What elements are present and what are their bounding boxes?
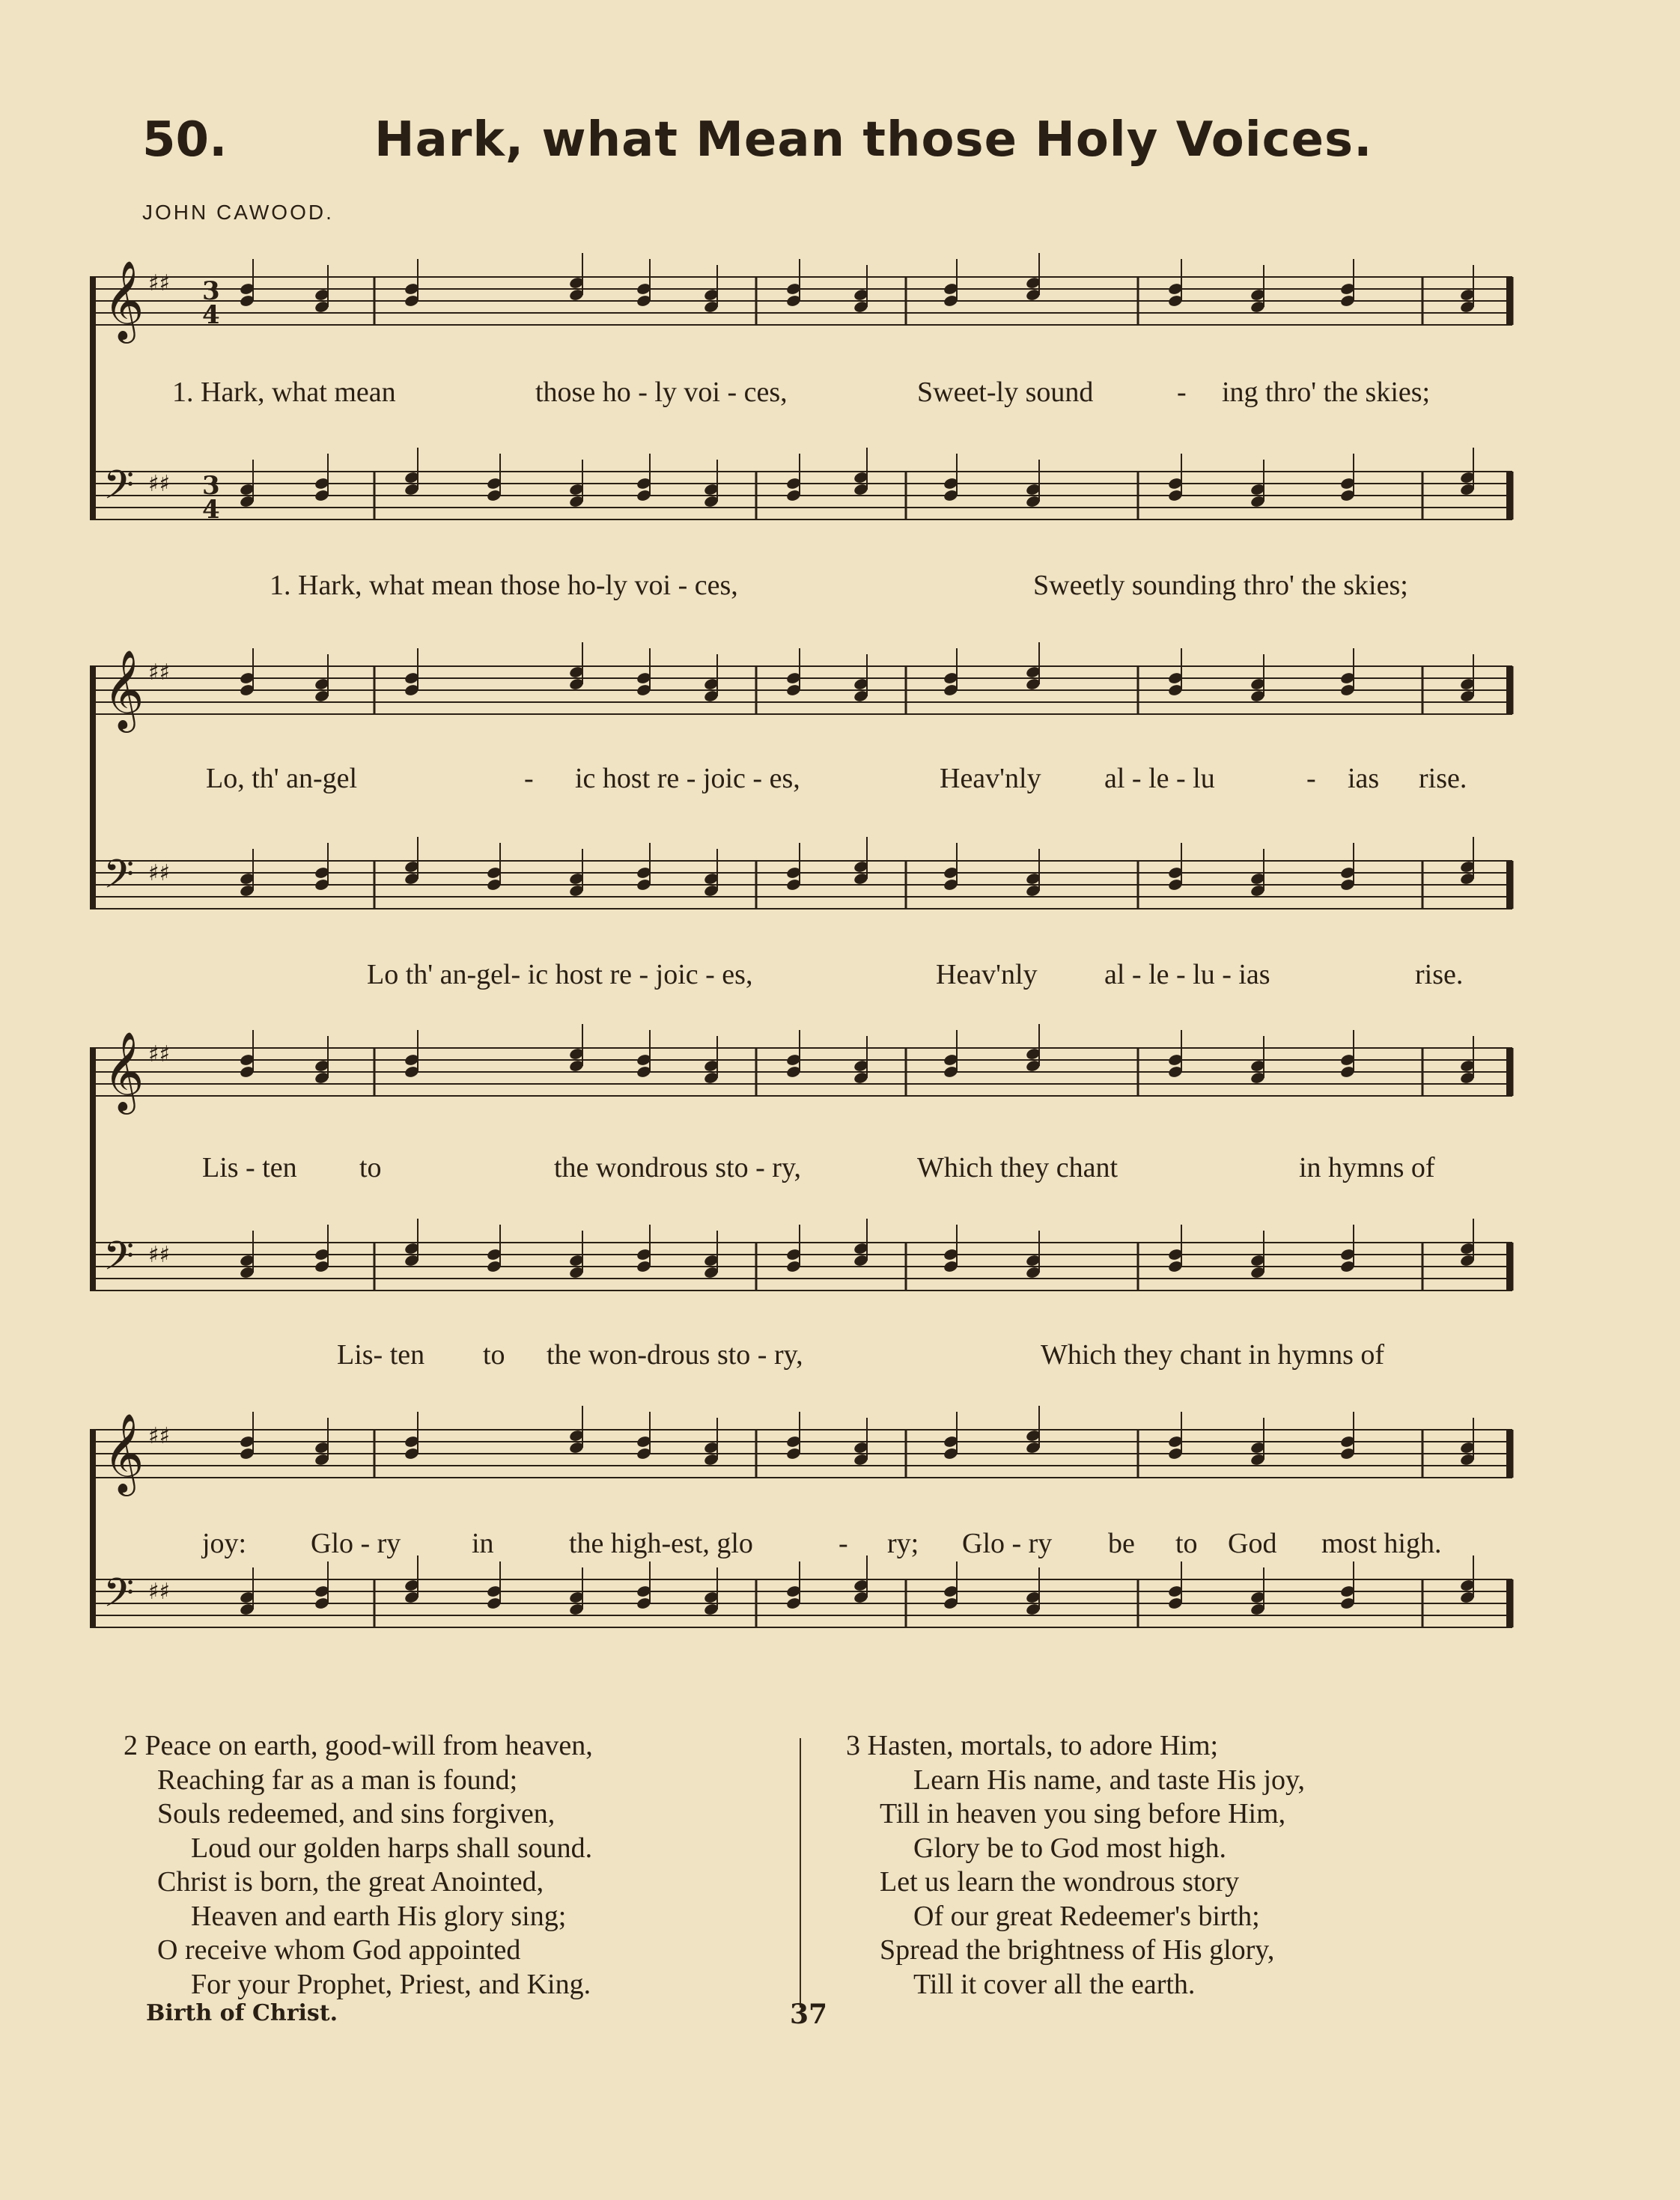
sharp-icon: ♯♯ <box>148 471 171 497</box>
sharp-icon: ♯♯ <box>148 1423 171 1449</box>
lyric-syllable: Which they chant <box>917 1152 1119 1183</box>
treble-staff <box>90 642 1512 714</box>
lyric-syllable: ic host re - joic - es, <box>575 763 800 794</box>
lyric-syllable: to <box>359 1152 382 1183</box>
lyric-syllable: Heav'nly <box>940 763 1041 794</box>
sharp-icon: ♯♯ <box>148 659 171 686</box>
verse-line: Learn His name, and taste His joy, <box>913 1764 1306 1796</box>
music-system-2 <box>90 636 1527 1018</box>
bass-staff <box>90 1555 1512 1627</box>
treble-staff <box>90 1406 1512 1478</box>
lyric-syllable: ry; <box>887 1528 919 1559</box>
sharp-icon: ♯♯ <box>148 1579 171 1605</box>
lyric-syllable: Glo - ry <box>311 1528 401 1559</box>
lyric-syllable: the high-est, glo <box>569 1528 753 1559</box>
lyric-syllable: 1. Hark, what mean <box>172 377 396 408</box>
verse-line: Glory be to God most high. <box>913 1832 1226 1864</box>
verse-3 <box>846 1729 1520 2002</box>
lyric-syllable: ias <box>1348 763 1380 794</box>
verse-line: For your Prophet, Priest, and King. <box>191 1968 591 2000</box>
treble-staff <box>90 253 1512 325</box>
lyric-syllable: in <box>472 1528 494 1559</box>
lyric-syllable: rise. <box>1419 763 1467 794</box>
lyric-syllable: the wondrous sto - ry, <box>554 1152 801 1183</box>
lyric-syllable: to <box>483 1339 505 1371</box>
lyric-syllable: al - le - lu - ias <box>1104 959 1270 990</box>
lyric-syllable: - <box>524 763 534 794</box>
verse-divider <box>800 1738 801 2008</box>
verse-line: 2 Peace on earth, good-will from heaven, <box>124 1730 593 1761</box>
lyric-syllable: most high. <box>1321 1528 1442 1559</box>
lyric-syllable: Which they chant in hymns of <box>1041 1339 1385 1371</box>
lyric-syllable: those ho - ly voi - ces, <box>535 377 788 408</box>
lyric-syllable: Sweet-ly sound <box>917 377 1094 408</box>
time-signature-top: 3 <box>202 471 220 501</box>
lyric-syllable: Lis- ten <box>337 1339 425 1371</box>
bass-clef-icon: 𝄢 <box>103 852 135 907</box>
verse-line: Till it cover all the earth. <box>913 1968 1196 2000</box>
lyric-syllable: - <box>1306 763 1316 794</box>
verse-line: Till in heaven you sing before Him, <box>880 1798 1286 1829</box>
time-signature-bottom: 4 <box>202 495 220 525</box>
time-signature-bottom: 4 <box>202 300 220 330</box>
verse-line: Loud our golden harps shall sound. <box>191 1832 593 1864</box>
verse-line: Of our great Redeemer's birth; <box>913 1900 1260 1932</box>
treble-staff <box>90 1024 1512 1096</box>
sharp-icon: ♯♯ <box>148 270 171 296</box>
bass-staff <box>90 448 1512 519</box>
sharp-icon: ♯♯ <box>148 1041 171 1067</box>
lyrics-line-1-bass <box>90 569 1527 606</box>
lyric-syllable: Heav'nly <box>936 959 1038 990</box>
lyric-syllable: joy: <box>202 1528 247 1559</box>
treble-clef-icon: 𝄞 <box>103 649 144 729</box>
page-number: 37 <box>790 1999 828 2030</box>
lyric-syllable: - <box>1177 377 1187 408</box>
bass-clef-icon: 𝄢 <box>103 1234 135 1289</box>
bass-clef-icon: 𝄢 <box>103 1570 135 1626</box>
verse-line: Christ is born, the great Anointed, <box>157 1866 544 1898</box>
lyric-syllable: Sweetly sounding thro' the skies; <box>1033 570 1408 601</box>
lyrics-line-1-treble <box>90 376 1527 413</box>
lyric-syllable: al - le - lu <box>1104 763 1215 794</box>
lyric-syllable: Lo th' an-gel- ic host re - joic - es, <box>367 959 753 990</box>
bass-staff <box>90 1219 1512 1291</box>
lyric-syllable: the won-drous sto - ry, <box>547 1339 803 1371</box>
treble-clef-icon: 𝄞 <box>103 1413 144 1493</box>
bass-clef-icon: 𝄢 <box>103 463 135 518</box>
lyrics-line-4-treble <box>90 1527 1527 1564</box>
verse-line: Let us learn the wondrous story <box>880 1866 1240 1898</box>
lyric-syllable: be <box>1108 1528 1135 1559</box>
verse-line: Heaven and earth His glory sing; <box>191 1900 567 1932</box>
lyric-syllable: 1. Hark, what mean those ho-ly voi - ces, <box>270 570 738 601</box>
verse-line: 3 Hasten, mortals, to adore Him; <box>846 1730 1219 1761</box>
lyrics-line-2-treble <box>90 762 1527 799</box>
verse-2 <box>124 1729 797 2002</box>
lyric-syllable: Lo, th' an-gel <box>206 763 358 794</box>
lyric-syllable: Glo - ry <box>962 1528 1053 1559</box>
verse-line: Spread the brightness of His glory, <box>880 1934 1275 1966</box>
lyric-syllable: in hymns of <box>1299 1152 1435 1183</box>
sharp-icon: ♯♯ <box>148 860 171 886</box>
topic-label: Birth of Christ. <box>146 2000 338 2026</box>
hymn-number: 50. <box>142 112 228 168</box>
music-system-1 <box>90 247 1527 636</box>
verse-line: Reaching far as a man is found; <box>157 1764 518 1796</box>
lyric-syllable: rise. <box>1415 959 1464 990</box>
composer-credit: JOHN CAWOOD. <box>142 201 334 224</box>
music-system-3 <box>90 1018 1527 1407</box>
treble-clef-icon: 𝄞 <box>103 260 144 340</box>
lyric-syllable: Lis - ten <box>202 1152 297 1183</box>
lyric-syllable: ing thro' the skies; <box>1222 377 1431 408</box>
treble-clef-icon: 𝄞 <box>103 1031 144 1111</box>
bass-staff <box>90 837 1512 909</box>
lyric-syllable: God <box>1228 1528 1277 1559</box>
time-signature-top: 3 <box>202 276 220 306</box>
hymn-title: Hark, what Mean those Holy Voices. <box>374 112 1373 168</box>
verse-line: O receive whom God appointed <box>157 1934 521 1966</box>
music-system-4 <box>90 1400 1527 1714</box>
verse-line: Souls redeemed, and sins forgiven, <box>157 1798 556 1829</box>
lyrics-line-3-treble <box>90 1151 1527 1189</box>
lyrics-line-2-bass <box>90 958 1527 996</box>
lyric-syllable: - <box>839 1528 848 1559</box>
lyric-syllable: to <box>1175 1528 1198 1559</box>
lyrics-line-3-bass <box>90 1338 1527 1376</box>
sharp-icon: ♯♯ <box>148 1242 171 1268</box>
